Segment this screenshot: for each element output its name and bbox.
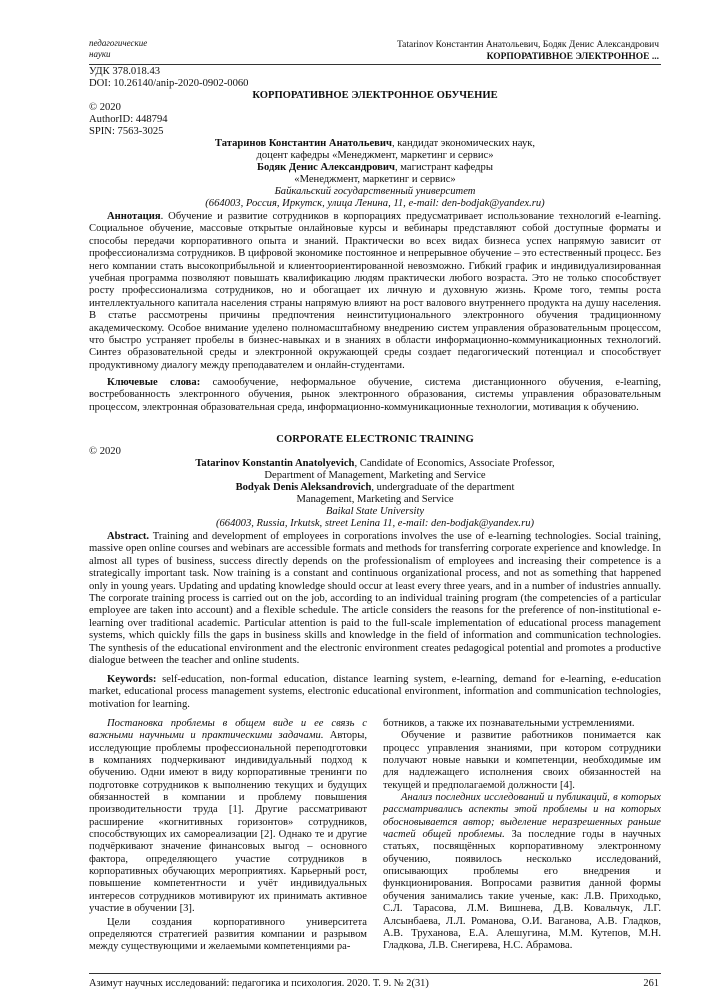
- author2-ru: [89, 162, 661, 174]
- author1-en: [89, 458, 661, 470]
- page-number: 261: [643, 978, 659, 989]
- problem-statement-heading: Постановка проблемы в общем виде и ее связь с важными научными и практическими задачами.: [89, 718, 367, 742]
- abstract-ru-text: . Обучение и развитие сотрудников в корпорациях предусматривает использование технологий e-learning. Социальное обучение, массовые открытые онлайновые курсы и вебинары представляют собой доступные форматы и способы передачи корпоративного опыта и знаний. Практически во всех видах бизнеса успех напрямую зависит от профессионализма сотрудников. В цифровой экономике постоянное и непрерывное обучение – это естественный процесс. Без него компании стать высокоприбыльной и клиентоориентированной невозможно. Гибкий график и индивидуализированная учебная программа позволяют повышать квалификацию людям практически любого возраста. Это не только способствует росту профессионализма сотрудников, но и обогащает их личную и духовную жизнь. Кроме того, темпы роста интеллектуального капитала населения страны напрямую влияют на рост валового внутреннего продукта на душу населения. В статье рассмотрены причины предпочтения неинституционального электронного обучения традиционному академическому. Особое внимание уделено полномасштабному внедрению систем управления образовательным процессом, что быстро устраняет пробелы в бизнес-навыках и в знаниях в области информационно-коммуникационных технологий. Синтез образовательной среды и электронной окружающей среды создает педагогический потенциал и способствует продуктивному диалогу между преподавателем и онлайн-студентами.: [89, 211, 661, 371]
- spin-code: SPIN: 7563-3025: [89, 126, 164, 137]
- address-en: (664003, Russia, Irkutsk, street Lenina 11, e-mail: den-bodjak@yandex.ru): [215, 518, 535, 529]
- author1-ru-position: доцент кафедры «Менеджмент, маркетинг и сервис»: [256, 150, 494, 161]
- copyright-ru: © 2020: [89, 102, 121, 113]
- section-label-line1: педагогические: [89, 38, 148, 48]
- article-title-ru: КОРПОРАТИВНОЕ ЭЛЕКТРОННОЕ ОБУЧЕНИЕ: [252, 90, 498, 101]
- keywords-en-label: Keywords:: [107, 674, 157, 685]
- journal-citation: Азимут научных исследований: педагогика и психология. 2020. Т. 9. № 2(31): [89, 978, 429, 989]
- section-label-line2: науки: [89, 49, 111, 59]
- abstract-ru-label: Аннотация: [107, 211, 161, 222]
- author1-ru: [89, 138, 661, 150]
- literature-review-heading: Анализ последних исследований и публикаций, в которых рассматривались аспекты этой проблемы и на которых обосновывается автор; выделение неразрешенных раньше частей общей проблемы.: [383, 792, 661, 841]
- problem-statement-text: Авторы, исследующие проблемы профессиональной переподготовки в компаниях подчеркивают индивидуальный подход к обучению. Одни имеют в виду корпоративные тренинги по подготовке сотрудников к выполнению текущих и будущих обязанностей в компании и проблему повышения производительности труда [1]. Другие рассматривают расширение «когнитивных горизонтов» сотрудников, способствующих их самореализации [2]. Однако те и другие подчёркивают значение финансовых выгод – основного фактора, определяющего участие сотрудников в корпоративных обучающих мероприятиях. Карьерный рост, повышение компетентности и учёт индивидуальных интересов сотрудников мотивируют их принимать активное участие в обучении [3].: [89, 730, 367, 915]
- doi: DOI: 10.26140/anip-2020-0902-0060: [89, 78, 249, 89]
- keywords-en-text: self-education, non-formal education, distance learning system, e-learning, demand for e-learning, e-education market, educational process management systems, electronic educational environment, information and communication technologies, motivation for learning.: [89, 674, 661, 710]
- copyright-en: © 2020: [89, 446, 121, 457]
- section-label: [89, 38, 147, 60]
- author2-en-degree: , undergraduate of the department: [371, 482, 515, 493]
- keywords-ru-text: самообучение, неформальное обучение, система дистанционного обучения, e-learning, востребованность электронного обучения, рынок электронного образования, системы управления образовательным процессом, электронная образовательная среда, информационно-коммуникационные технологии, мотивация к обучению.: [89, 377, 662, 413]
- author1-en-name: Tatarinov Konstantin Anatolyevich: [195, 458, 355, 469]
- author1-en-degree: , Candidate of Economics, Associate Professor,: [354, 458, 555, 469]
- article-title-en: CORPORATE ELECTRONIC TRAINING: [276, 434, 474, 445]
- body-column-right: [383, 718, 661, 953]
- university-en: Baikal State University: [325, 506, 425, 517]
- author2-en-name: Bodyak Denis Aleksandrovich: [235, 482, 372, 493]
- running-header: [397, 39, 659, 63]
- footer-rule: [89, 973, 661, 974]
- abstract-ru: [89, 211, 661, 372]
- address-ru: (664003, Россия, Иркутск, улица Ленина, 11, e-mail: den-bodjak@yandex.ru): [205, 198, 545, 209]
- author2-ru-name: Бодяк Денис Александрович: [257, 162, 395, 173]
- paragraph-training-definition: Обучение и развитие работников понимается как процесс управления знаниями, при котором сотрудники получают новые навыки и компетенции, необходимые им для надлежащего исполнения своих обязанностей на текущей и предполагаемой должности [4].: [383, 730, 661, 791]
- author2-en: [89, 482, 661, 494]
- author1-ru-name: Татаринов Константин Анатольевич: [214, 138, 392, 149]
- paragraph-problem-statement: [89, 718, 367, 916]
- keywords-ru: [89, 377, 661, 414]
- abstract-en-label: Abstract.: [107, 531, 150, 542]
- author1-en-position: Department of Management, Marketing and Service: [264, 470, 486, 481]
- author2-ru-position: «Менеджмент, маркетинг и сервис»: [294, 174, 456, 185]
- header-rule: [89, 64, 661, 65]
- paragraph-literature-review: [383, 792, 661, 952]
- author2-ru-degree: , магистрант кафедры: [394, 162, 493, 173]
- abstract-en-text: Training and development of employees in corporations involves the use of e-learning technologies. Social training, massive open online courses and webinars are accessible formats and methods for transferring corporate experience and knowledge. In almost all types of business, success directly depends on the professionalism of employees and increasing their competence is a strategically important task. Now training is a constant and continuous organizational process, and not as something that happened only in young years. Updating and updating knowledge should occur at least every three years, and in a number of industries annually. The corporate training process is carried out on the job, according to an individual training program (the competencies of a particular employee are taken into account) and a flexible schedule. The article considers the reasons for the preference of non-institutional e-learning over traditional academic. Particular attention is paid to the full-scale implementation of educational process management systems, which quickly fills the gaps in business skills and knowledge in the field of information and communication technologies. The synthesis of the educational environment and the electronic environment creates pedagogical potential and promotes a productive dialogue between the teacher and online students.: [89, 531, 661, 667]
- author-id: AuthorID: 448794: [89, 114, 168, 125]
- university-ru: Байкальский государственный университет: [274, 186, 476, 197]
- author2-en-position: Management, Marketing and Service: [296, 494, 454, 505]
- keywords-en: [89, 674, 661, 711]
- abstract-en: [89, 531, 661, 667]
- running-header-authors: Tatarinov Константин Анатольевич, Бодяк Денис Александрович: [397, 40, 659, 50]
- running-header-title: КОРПОРАТИВНОЕ ЭЛЕКТРОННОЕ ...: [486, 52, 659, 62]
- literature-review-text: За последние годы в научных статьях, посвящённых корпоративному электронному обучению, появилось несколько исследований, описывающих проблемы его внедрения и функционирования. Вопросами развития данной формы обучения занимались такие ученые, как: Л.В. Приходько, С.Л. Тарасова, Л.М. Вишнева, Д.В. Ковальчук, Л.Г. Алсынбаева, Л.Л. Романова, О.И. Ваганова, А.В. Гладков, А.В. Труханова, Е.А. Алешугина, М.М. Кутепов, М.Н. Гладкова, Л.В. Снегирева, Н.С. Абрамова.: [383, 829, 661, 952]
- body-column-left: [89, 718, 367, 954]
- udc-code: УДК 378.018.43: [89, 66, 161, 77]
- keywords-ru-label: Ключевые слова:: [107, 377, 201, 388]
- paragraph-continuation: ботников, а также их познавательными устремлениями.: [383, 718, 635, 729]
- author1-ru-degree: , кандидат экономических наук,: [391, 138, 536, 149]
- paragraph-university-goals: Цели создания корпоративного университета определяются стратегией развития компании и разрывом между существующими и желаемыми компетенциями ра-: [89, 916, 367, 953]
